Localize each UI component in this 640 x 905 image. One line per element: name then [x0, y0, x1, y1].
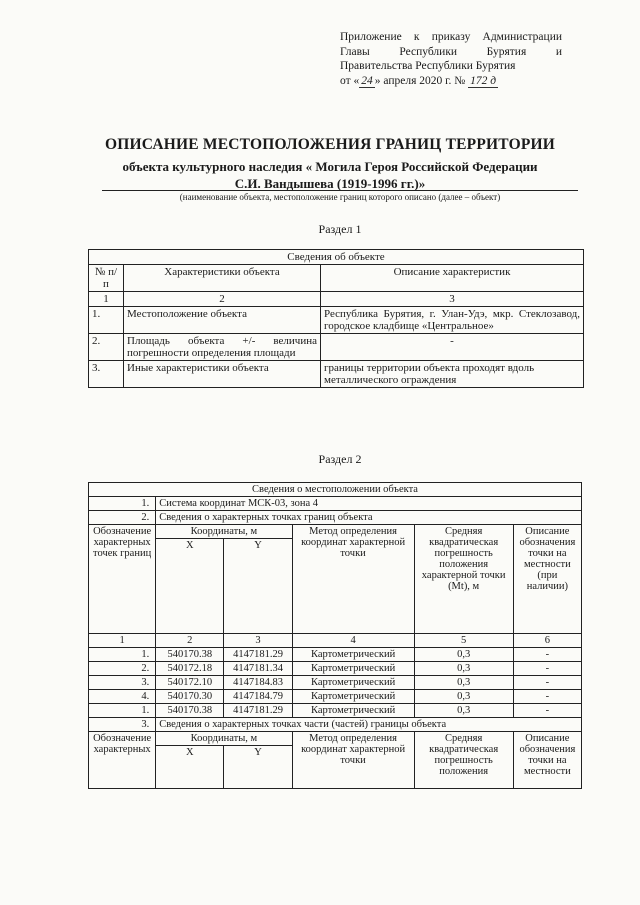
appendix-date-mid: » апреля 2020 г. №	[374, 74, 466, 87]
point-y: 4147181.29	[224, 704, 292, 718]
row-1-number: 1.	[89, 497, 156, 511]
row-2-number: 2.	[89, 511, 156, 525]
header-description: Описание характеристик	[321, 265, 584, 292]
col-number-4: 4	[292, 634, 414, 648]
header2-method: Метод определения координат характерной точки	[292, 732, 414, 789]
point-desc: -	[513, 704, 581, 718]
point-method: Картометрический	[292, 690, 414, 704]
header-coords: Координаты, м	[156, 525, 292, 539]
point-y: 4147181.34	[224, 662, 292, 676]
row-characteristic: Иные характеристики объекта	[124, 361, 321, 388]
header-x: X	[156, 539, 224, 634]
row-number: 1.	[89, 307, 124, 334]
col-number-5: 5	[414, 634, 513, 648]
row-value: границы территории объекта проходят вдоль металлического ограждения	[321, 361, 584, 388]
point-method: Картометрический	[292, 648, 414, 662]
header2-error: Средняя квадратическая погрешность положения	[414, 732, 513, 789]
header2-x: X	[156, 746, 224, 789]
header-error: Средняя квадратическая погрешность положения характерной точки (Mt), м	[414, 525, 513, 634]
section-2-title: Раздел 2	[318, 452, 362, 466]
col-number-3: 3	[224, 634, 292, 648]
point-x: 540170.38	[156, 648, 224, 662]
table-row	[89, 704, 582, 718]
point-x: 540172.18	[156, 662, 224, 676]
col-number-2: 2	[156, 634, 224, 648]
point-desc: -	[513, 690, 581, 704]
point-y: 4147181.29	[224, 648, 292, 662]
row-characteristic: Местоположение объекта	[124, 307, 321, 334]
appendix-line-4	[340, 74, 562, 89]
point-mt: 0,3	[414, 690, 513, 704]
table-row	[89, 662, 582, 676]
point-method: Картометрический	[292, 676, 414, 690]
col-number-3: 3	[321, 292, 584, 307]
object-info-table-title: Сведения об объекте	[89, 250, 584, 265]
point-x: 540170.30	[156, 690, 224, 704]
point-id: 2.	[89, 662, 156, 676]
boundary-points-title: Сведения о характерных точках границ объекта	[156, 511, 582, 525]
table-row	[89, 334, 584, 361]
coordinate-system: Система координат МСК-03, зона 4	[156, 497, 582, 511]
point-id: 1.	[89, 704, 156, 718]
point-mt: 0,3	[414, 662, 513, 676]
appendix-header	[340, 30, 562, 88]
header-point: Обозначение характерных точек границ	[89, 525, 156, 634]
table-row	[89, 307, 584, 334]
title-sub-1: объекта культурного наследия « Могила Героя Российской Федерации	[122, 159, 538, 174]
row-number: 3.	[89, 361, 124, 388]
part-boundary-title: Сведения о характерных точках части (частей) границы объекта	[156, 718, 582, 732]
header-desc: Описание обозначения точки на местности (при наличии)	[513, 525, 581, 634]
point-mt: 0,3	[414, 676, 513, 690]
table-row	[89, 648, 582, 662]
point-method: Картометрический	[292, 662, 414, 676]
header2-desc: Описание обозначения точки на местности	[513, 732, 581, 789]
appendix-line-3: Правительства Республики Бурятия	[340, 60, 516, 72]
header-y: Y	[224, 539, 292, 634]
title-main: ОПИСАНИЕ МЕСТОПОЛОЖЕНИЯ ГРАНИЦ ТЕРРИТОРИИ	[104, 136, 556, 153]
point-id: 4.	[89, 690, 156, 704]
col-number-2: 2	[124, 292, 321, 307]
row-value: Республика Бурятия, г. Улан-Удэ, мкр. Стеклозавод, городское кладбище «Центральное»	[321, 307, 584, 334]
point-mt: 0,3	[414, 648, 513, 662]
location-table	[88, 482, 582, 789]
document-title	[70, 136, 590, 192]
col-number-1: 1	[89, 292, 124, 307]
point-desc: -	[513, 676, 581, 690]
point-id: 3.	[89, 676, 156, 690]
header2-coords: Координаты, м	[156, 732, 292, 746]
header2-point: Обозначение характерных	[89, 732, 156, 789]
row-number: 2.	[89, 334, 124, 361]
point-desc: -	[513, 662, 581, 676]
location-table-title: Сведения о местоположении объекта	[89, 483, 582, 497]
point-desc: -	[513, 648, 581, 662]
header-number: № п/п	[89, 265, 124, 292]
appendix-date-prefix: от «	[340, 74, 360, 87]
section-1-title: Раздел 1	[318, 222, 362, 236]
handwritten-number: 172 д	[470, 74, 497, 87]
title-underline	[102, 190, 578, 191]
row-characteristic: Площадь объекта +/- величина погрешности определения площади	[124, 334, 321, 361]
table-row	[89, 690, 582, 704]
row-3-number: 3.	[89, 718, 156, 732]
table-row	[89, 361, 584, 388]
title-caption: (наименование объекта, местоположение границ которого описано (далее – объект)	[179, 192, 501, 202]
row-value: -	[321, 334, 584, 361]
appendix-line-1: Приложение к приказу Администрации	[340, 31, 562, 43]
header2-y: Y	[224, 746, 292, 789]
point-x: 540170.38	[156, 704, 224, 718]
col-number-1: 1	[89, 634, 156, 648]
header-method: Метод определения координат характерной точки	[292, 525, 414, 634]
point-x: 540172.10	[156, 676, 224, 690]
point-id: 1.	[89, 648, 156, 662]
point-mt: 0,3	[414, 704, 513, 718]
table-row	[89, 676, 582, 690]
handwritten-day: 24	[361, 74, 373, 87]
header-characteristics: Характеристики объекта	[124, 265, 321, 292]
point-y: 4147184.83	[224, 676, 292, 690]
object-info-table	[88, 249, 584, 388]
point-method: Картометрический	[292, 704, 414, 718]
point-y: 4147184.79	[224, 690, 292, 704]
title-sub-2: С.И. Вандышева (1919-1996 гг.)»	[234, 176, 426, 191]
appendix-line-2: Главы Республики Бурятия и	[340, 45, 562, 58]
col-number-6: 6	[513, 634, 581, 648]
